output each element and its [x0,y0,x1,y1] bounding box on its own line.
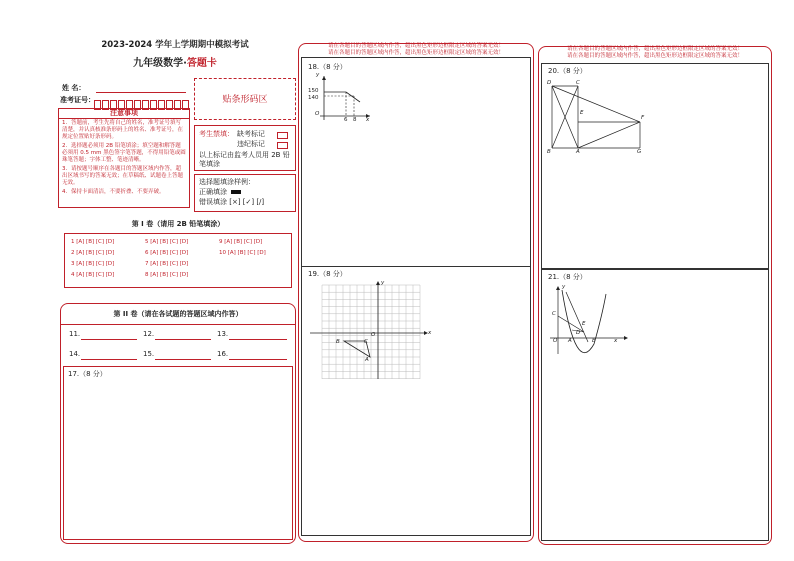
part2-divider [61,324,295,325]
q19-y-label: y [381,280,385,286]
name-label: 姓 名： [62,84,86,92]
q21-x-label: x [614,338,618,344]
id-label: 准考证号： [60,96,95,104]
choice-q6[interactable]: 6 [A] [B] [C] [D] [145,250,189,256]
q21-point-c: C [552,311,556,317]
warning-right-1: 请在各题目的答题区域内作答，超出黑色矩形边框限定区域的答案无效！ [566,46,743,52]
q21-point-d: D [576,330,581,336]
q18-y-label: y [316,72,320,78]
q19-grid-figure [308,281,428,381]
violation-mark-label: 违纪标记 [237,140,265,148]
part2-title: 第 II 卷（请在各试题的答题区域内作答） [113,310,243,318]
warning-top-1: 请在各题目的答题区域内作答，超出黑色矩形边框限定区域的答案无效！ [327,43,504,49]
choice-q1[interactable]: 1 [A] [B] [C] [D] [71,239,115,245]
q21-point-b: B [592,338,596,344]
blank-14-label: 14. [69,350,81,358]
blank-13-label: 13. [217,330,229,338]
blank-12-label: 12. [143,330,155,338]
q21-figure [548,286,628,356]
blank-14-field[interactable] [81,359,137,360]
q21-origin: O [553,338,558,344]
absent-mark-box[interactable] [277,132,288,139]
barcode-area [194,78,296,120]
absent-mark-label: 缺考标记 [237,130,265,138]
q18-x6: 6 [344,117,348,123]
choice-q7[interactable]: 7 [A] [B] [C] [D] [145,261,189,267]
q19-box[interactable] [301,266,531,536]
part2-box [60,303,296,544]
choice-q10[interactable]: 10 [A] [B] [C] [D] [219,250,266,256]
q20-point-c: C [576,80,580,86]
subject-name: 九年级数学· [133,58,187,69]
q20-label: 20.（8 分） [548,67,587,75]
q20-figure [548,82,648,152]
notice-item: 1．答题前，考生先将自己的姓名，准考证号填写清楚，并认真核准条形码上的姓名、准考证号，在规定位置贴好条形码。 [62,120,184,140]
q20-point-d: D [547,80,552,86]
q19-point-a: A [365,357,369,363]
notice-item: 3．请按题号顺序在各题目的答题区域内作答，超出区域书写的答案无效；在草稿纸、试题卷上答题无效。 [62,166,184,186]
exam-note-label: 考生禁填： [199,130,234,138]
q21-point-e: E [582,321,586,327]
q18-x-label: x [366,117,370,123]
choice-q5[interactable]: 5 [A] [B] [C] [D] [145,239,189,245]
correct-fill-sample [231,190,241,194]
correct-fill-label: 正确填涂 [199,188,227,196]
choice-q4[interactable]: 4 [A] [B] [C] [D] [71,272,115,278]
q20-point-b: B [547,149,551,155]
part1-title: 第 I 卷（请用 2B 铅笔填涂） [131,220,225,228]
q20-point-a: A [576,149,580,155]
blank-16-field[interactable] [229,359,287,360]
notice-item: 2．选择题必须用 2B 铅笔填涂；填空题和解答题必须用 0.5 mm 黑色签字笔答题，不得用铅笔或圆珠笔答题；字体工整、笔迹清晰。 [62,143,186,163]
blank-12-field[interactable] [155,339,211,340]
blank-11-field[interactable] [81,339,137,340]
q20-box[interactable] [541,63,769,269]
fill-example-box [194,174,296,212]
blank-15-field[interactable] [155,359,211,360]
q18-y140: 140 [308,95,319,101]
name-field[interactable] [96,92,186,93]
notice-title: 注意事项 [59,109,189,119]
q18-origin: O [315,111,320,117]
q20-point-g: G [637,149,642,155]
choice-q8[interactable]: 8 [A] [B] [C] [D] [145,272,189,278]
choice-grid [64,233,292,288]
wrong-fill-label: 错误填涂 [×] [✓] [/] [199,198,265,206]
warning-top-2: 请在各题目的答题区域内作答，超出黑色矩形边框限定区域的答案无效！ [327,50,504,56]
exam-note-remark: 以上标记由监考人员用 2B 铅笔填涂 [199,151,290,168]
blank-13-field[interactable] [229,339,287,340]
notice-item: 4．保持卡面清洁，不要折叠、不要弄破。 [62,189,165,195]
q19-x-label: x [428,330,432,336]
choice-q2[interactable]: 2 [A] [B] [C] [D] [71,250,115,256]
blank-11-label: 11. [69,330,81,338]
q18-box[interactable] [301,57,531,267]
q19-point-c: C [364,339,368,345]
subject-title [60,54,290,69]
right-column [538,46,772,545]
q21-point-a: A [568,338,572,344]
q21-label: 21.（8 分） [548,273,587,281]
q19-point-b: B [336,339,340,345]
notice-box [58,108,190,208]
blank-15-label: 15. [143,350,155,358]
q21-box[interactable] [541,269,769,541]
barcode-label: 贴条形码区 [222,95,268,105]
q17-box[interactable] [63,366,293,540]
q21-y-label: y [562,284,566,290]
middle-column [298,43,534,542]
q20-point-f: F [641,115,645,121]
choice-q3[interactable]: 3 [A] [B] [C] [D] [71,261,115,267]
q18-x8: 8 [353,117,357,123]
q18-y150: 150 [308,88,319,94]
q19-origin: O [371,332,376,338]
choice-q9[interactable]: 9 [A] [B] [C] [D] [219,239,263,245]
violation-mark-box[interactable] [277,142,288,149]
warning-right-2: 请在各题目的答题区域内作答，超出黑色矩形边框限定区域的答案无效！ [566,53,743,59]
answer-sheet-label: 答题卡 [186,58,217,69]
blank-16-label: 16. [217,350,229,358]
exam-note-box [194,125,296,171]
q20-point-e: E [580,110,584,116]
q17-label: 17.（8 分） [68,370,107,378]
q18-label: 18.（8 分） [308,63,347,71]
fill-example-title: 选择题填涂样例： [199,178,255,186]
q19-label: 19.（8 分） [308,270,347,278]
exam-title: 2023-2024 学年上学期期中模拟考试 [101,40,249,50]
